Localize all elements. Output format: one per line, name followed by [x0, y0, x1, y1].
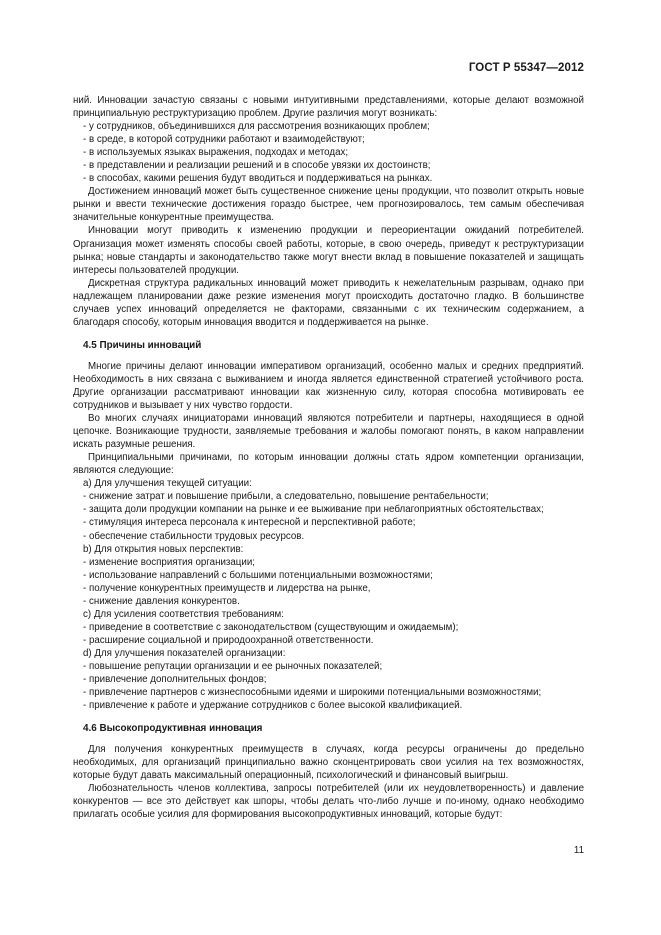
section-heading: 4.5 Причины инноваций — [83, 339, 202, 351]
list-item: - в среде, в которой сотрудники работают и взаимодействуют; — [83, 134, 365, 146]
paragraph: Достижением инноваций может быть существенное снижение цены продукции, что позволит открыть новые рынки и ввести технические достижения гораздо быстрее, чем прогнозировалось, тем самым обеспечивая значительные конкурентные преимущества. — [73, 186, 584, 224]
list-item: c) Для усиления соответствия требованиям: — [83, 608, 284, 620]
list-item: - в представлении и реализации решений и в способе увязки их достоинств; — [83, 160, 431, 172]
list-item: - расширение социальной и природоохранной ответственности. — [83, 634, 374, 646]
paragraph: Любознательность членов коллектива, запросы потребителей (или их неудовлетворенность) и давление конкурентов — все это действует как шпоры, чтобы делать что-либо лучше и по-иному, однако необходимо прилагать особые усилия для формирования высокопродуктивных инноваций, которые будут: — [73, 783, 584, 821]
list-item: - снижение давления конкурентов. — [83, 595, 240, 607]
document-code: ГОСТ Р 55347—2012 — [468, 62, 584, 74]
list-item: - получение конкурентных преимуществ и лидерства на рынке, — [83, 582, 371, 594]
list-item: - использование направлений с большими потенциальными возможностями; — [83, 569, 433, 581]
list-item: - изменение восприятия организации; — [83, 556, 255, 568]
document-body — [73, 94, 584, 821]
list-item: - у сотрудников, объединившихся для рассмотрения возникающих проблем; — [83, 121, 430, 133]
list-item: - снижение затрат и повышение прибыли, а следовательно, повышение рентабельности; — [83, 491, 489, 503]
list-item: - привлечение партнеров с жизнеспособными идеями и широкими потенциальными возможностями; — [83, 687, 542, 699]
list-item: a) Для улучшения текущей ситуации: — [83, 478, 252, 490]
list-item: - обеспечение стабильности трудовых ресурсов. — [83, 530, 305, 542]
list-item: d) Для улучшения показателей организации: — [83, 647, 286, 659]
paragraph: Многие причины делают инновации императивом организаций, особенно малых и средних предприятий. Необходимость в них связана с выживанием и иногда является единственной стратегией устойчивого роста. Другие организации рассматривают инновации как жизненную силу, которая способна мотивировать ее сотрудников и вызывает у них чувство гордости. — [73, 360, 584, 412]
paragraph: ний. Инновации зачастую связаны с новыми интуитивными представлениями, которые делают возможной принципиальную реструктуризацию проблем. Другие различия могут возникать: — [73, 95, 584, 120]
paragraph: Дискретная структура радикальных инноваций может приводить к нежелательным разрывам, однако при надлежащем планировании даже резкие изменения могут происходить достаточно гладко. В большинстве случаев успех инноваций определяется не факторами, связанными с их техническим содержанием, а благодаря способу, которым инновация вводится и поддерживается на рынке. — [73, 277, 584, 328]
list-item: - в используемых языках выражения, подходах и методах; — [83, 147, 349, 159]
list-item: - повышение репутации организации и ее рыночных показателей; — [83, 660, 383, 672]
list-item: - привлечение к работе и удержание сотрудников с более высокой квалификацией. — [83, 700, 463, 712]
paragraph: Во многих случаях инициаторами инноваций являются потребители и партнеры, находящиеся в одной цепочке. Возникающие трудности, заявляемые требования и жалобы помогают понять, в каком направлении искать разумные решения. — [73, 413, 584, 451]
list-item: - стимуляция интереса персонала к интересной и перспективной работе; — [83, 517, 416, 529]
list-item: - приведение в соответствие с законодательством (существующим и ожидаемым); — [83, 621, 459, 633]
paragraph: Инновации могут приводить к изменению продукции и переориентации ожиданий потребителей. Организация может изменять способы своей работы, которые, в свою очередь, приведут к реструктуризации рынка; новые стандарты и законодательство также могут внести вклад в повышение показателей и защищать интересы пользователей продукции. — [73, 225, 584, 276]
list-item: - в способах, какими решения будут вводиться и поддерживаться на рынках. — [83, 173, 433, 185]
page-number: 11 — [573, 845, 584, 856]
section-heading: 4.6 Высокопродуктивная инновация — [83, 723, 263, 735]
list-item: - привлечение дополнительных фондов; — [83, 674, 267, 686]
list-item: b) Для открытия новых перспектив: — [83, 543, 244, 555]
list-item: - защита доли продукции компании на рынке и ее выживание при неблагоприятных обстоятельствах; — [83, 504, 544, 516]
paragraph: Для получения конкурентных преимуществ в случаях, когда ресурсы ограничены до предельно необходимых, для организаций принципиально важно сконцентрировать свои усилия на тех возможностях, которые будут давать максимальный операционный, психологический и финансовый выигрыш. — [73, 744, 584, 782]
paragraph: Принципиальными причинами, по которым инновации должны стать ядром компетенции организации, являются следующие: — [73, 452, 584, 477]
